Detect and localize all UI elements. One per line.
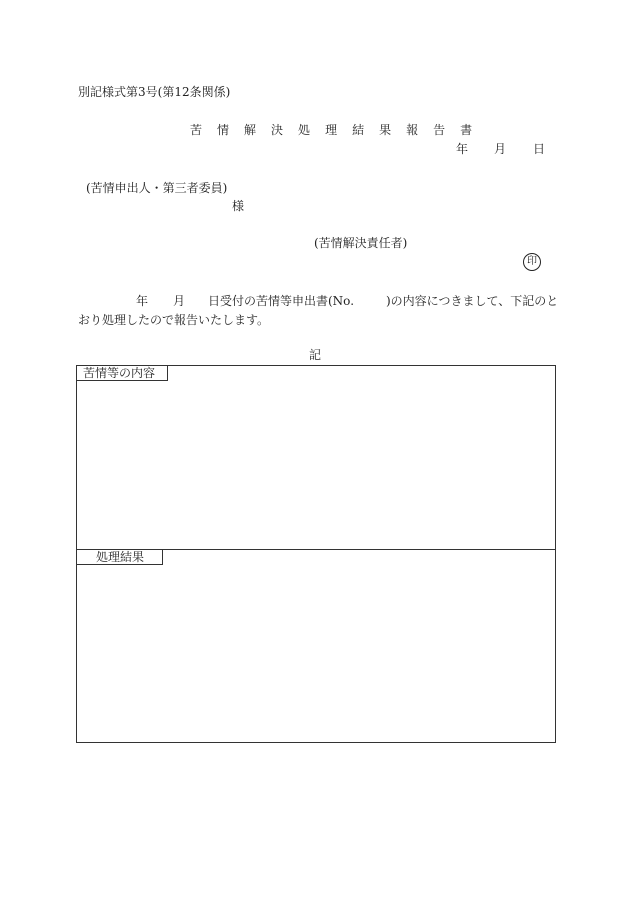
record-box — [76, 365, 556, 743]
date-year-label: 年 — [456, 142, 469, 156]
result-content-area[interactable] — [83, 570, 549, 738]
date-month-label: 月 — [494, 142, 507, 156]
recipient-honorific: 様 — [232, 199, 245, 213]
body-text-line2: おり処理したので報告いたします。 — [78, 313, 270, 327]
date-line — [456, 142, 545, 156]
complaint-section — [77, 366, 555, 550]
document-title: 苦 情 解 決 処 理 結 果 報 告 書 — [190, 123, 478, 137]
body-year-label: 年 — [136, 294, 149, 308]
complaint-section-label: 苦情等の内容 — [77, 366, 168, 381]
date-day-label: 日 — [533, 142, 546, 156]
record-heading: 記 — [309, 348, 322, 362]
body-month-label: 月 — [173, 294, 186, 308]
body-continuation: )の内容につきまして、下記のと — [386, 294, 559, 308]
resolver-label: (苦情解決責任者) — [314, 236, 408, 250]
form-number: 別記様式第3号(第12条関係) — [78, 85, 231, 99]
recipient-label: (苦情申出人・第三者委員) — [86, 181, 228, 195]
result-section — [77, 550, 555, 742]
body-text-line1 — [136, 294, 558, 308]
seal-icon: 印 — [523, 253, 541, 271]
body-received-text: 日受付の苦情等申出書(No. — [208, 294, 355, 308]
complaint-content-area[interactable] — [83, 386, 549, 545]
result-section-label: 処理結果 — [77, 550, 163, 565]
